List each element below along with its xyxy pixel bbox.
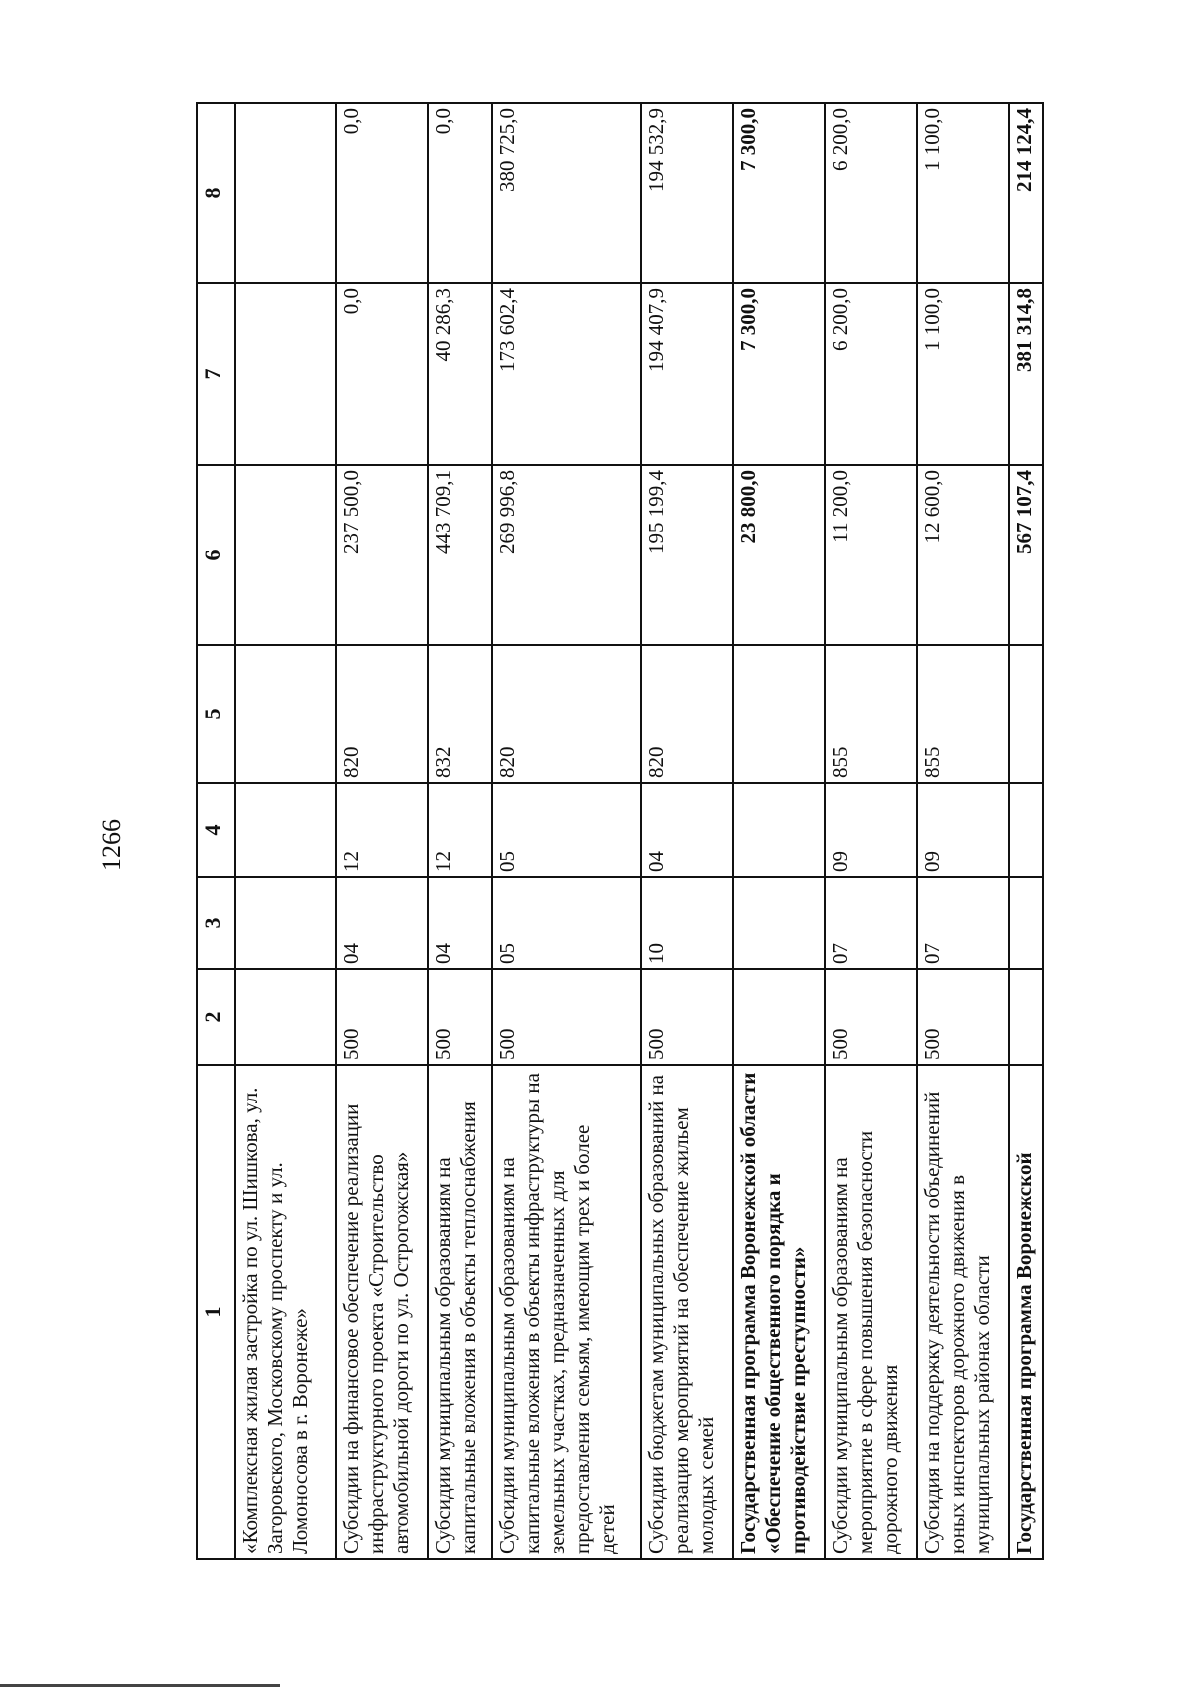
cell-col-2 xyxy=(733,969,825,1065)
cell-col-3: 04 xyxy=(336,877,428,969)
cell-col-3: 05 xyxy=(492,877,641,969)
cell-col-6: 195 199,4 xyxy=(641,465,733,645)
cell-col-4: 04 xyxy=(641,783,733,877)
cell-col-8: 194 532,9 xyxy=(641,103,733,283)
cell-col-2: 500 xyxy=(428,969,492,1065)
header-col-8: 8 xyxy=(197,103,235,283)
cell-col-7: 7 300,0 xyxy=(733,283,825,465)
cell-col-4: 12 xyxy=(428,783,492,877)
row-name: Субсидии муниципальным образованиям на капитальные вложения в объекты инфраструктуры на земельных участках, предназначенных для предоставления семьям, имеющим трех и более детей xyxy=(492,1065,641,1559)
cell-col-5: 820 xyxy=(336,645,428,783)
cell-col-7 xyxy=(235,283,336,465)
cell-col-3 xyxy=(235,877,336,969)
table-row xyxy=(825,103,917,1559)
row-name: Субсидии муниципальным образованиям на капитальные вложения в объекты теплоснабжения xyxy=(428,1065,492,1559)
cell-col-7: 6 200,0 xyxy=(825,283,917,465)
cell-col-7: 173 602,4 xyxy=(492,283,641,465)
cell-col-4: 09 xyxy=(917,783,1009,877)
cell-col-6: 23 800,0 xyxy=(733,465,825,645)
cell-col-3: 10 xyxy=(641,877,733,969)
row-name: Государственная программа Воронежской области «Обеспечение общественного порядка и противодействие преступности» xyxy=(733,1065,825,1559)
cell-col-8: 7 300,0 xyxy=(733,103,825,283)
budget-table xyxy=(196,102,1044,1560)
row-name: Субсидии на финансовое обеспечение реализации инфраструктурного проекта «Строительство автомобильной дороги по ул. Острогожская» xyxy=(336,1065,428,1559)
cell-col-4: 09 xyxy=(825,783,917,877)
page-number: 1266 xyxy=(97,819,126,871)
cell-col-8: 0,0 xyxy=(428,103,492,283)
cell-col-7: 381 314,8 xyxy=(1009,283,1043,465)
cell-col-6: 269 996,8 xyxy=(492,465,641,645)
cell-col-6: 12 600,0 xyxy=(917,465,1009,645)
cell-col-8: 0,0 xyxy=(336,103,428,283)
cell-col-3 xyxy=(733,877,825,969)
cell-col-5 xyxy=(733,645,825,783)
cell-col-8: 6 200,0 xyxy=(825,103,917,283)
table-row xyxy=(641,103,733,1559)
cell-col-2 xyxy=(1009,969,1043,1065)
cell-col-7: 1 100,0 xyxy=(917,283,1009,465)
cell-col-6: 11 200,0 xyxy=(825,465,917,645)
header-col-1: 1 xyxy=(197,1065,235,1559)
cell-col-5 xyxy=(1009,645,1043,783)
row-name: Субсидия на поддержку деятельности объединений юных инспекторов дорожного движения в муниципальных районах области xyxy=(917,1065,1009,1559)
cell-col-2: 500 xyxy=(917,969,1009,1065)
cell-col-7: 194 407,9 xyxy=(641,283,733,465)
cell-col-6 xyxy=(235,465,336,645)
cell-col-3: 07 xyxy=(917,877,1009,969)
cell-col-2: 500 xyxy=(492,969,641,1065)
header-col-5: 5 xyxy=(197,645,235,783)
cell-col-4 xyxy=(235,783,336,877)
header-col-2: 2 xyxy=(197,969,235,1065)
cell-col-7: 40 286,3 xyxy=(428,283,492,465)
header-col-6: 6 xyxy=(197,465,235,645)
cell-col-4: 12 xyxy=(336,783,428,877)
header-col-4: 4 xyxy=(197,783,235,877)
cell-col-4 xyxy=(1009,783,1043,877)
cell-col-8: 1 100,0 xyxy=(917,103,1009,283)
cell-col-2: 500 xyxy=(825,969,917,1065)
table-row xyxy=(733,103,825,1559)
cell-col-5: 855 xyxy=(825,645,917,783)
table-row xyxy=(235,103,336,1559)
header-row xyxy=(197,103,235,1559)
cell-col-2 xyxy=(235,969,336,1065)
row-name: Субсидии бюджетам муниципальных образований на реализацию мероприятий на обеспечение жильем молодых семей xyxy=(641,1065,733,1559)
scan-edge-line xyxy=(0,1684,280,1687)
cell-col-2: 500 xyxy=(641,969,733,1065)
cell-col-5: 832 xyxy=(428,645,492,783)
table-row xyxy=(428,103,492,1559)
cell-col-5: 820 xyxy=(641,645,733,783)
cell-col-7: 0,0 xyxy=(336,283,428,465)
row-name: Субсидии муниципальным образованиям на мероприятие в сфере повышения безопасности дорожного движения xyxy=(825,1065,917,1559)
cell-col-8 xyxy=(235,103,336,283)
row-name: Государственная программа Воронежской xyxy=(1009,1065,1043,1559)
cell-col-5: 820 xyxy=(492,645,641,783)
table-row xyxy=(917,103,1009,1559)
cell-col-3 xyxy=(1009,877,1043,969)
rotated-table-page xyxy=(196,104,1095,1560)
cell-col-4: 05 xyxy=(492,783,641,877)
cell-col-8: 214 124,4 xyxy=(1009,103,1043,283)
cell-col-5: 855 xyxy=(917,645,1009,783)
cell-col-3: 07 xyxy=(825,877,917,969)
header-col-3: 3 xyxy=(197,877,235,969)
cell-col-5 xyxy=(235,645,336,783)
row-name: «Комплексная жилая застройка по ул. Шишкова, ул. Загоровского, Московскому проспекту и ул. Ломоносова в г. Воронеже» xyxy=(235,1065,336,1559)
table-row xyxy=(1009,103,1043,1559)
cell-col-6: 567 107,4 xyxy=(1009,465,1043,645)
table-row xyxy=(336,103,428,1559)
cell-col-6: 443 709,1 xyxy=(428,465,492,645)
cell-col-2: 500 xyxy=(336,969,428,1065)
cell-col-6: 237 500,0 xyxy=(336,465,428,645)
table-row xyxy=(492,103,641,1559)
cell-col-3: 04 xyxy=(428,877,492,969)
header-col-7: 7 xyxy=(197,283,235,465)
cell-col-4 xyxy=(733,783,825,877)
cell-col-8: 380 725,0 xyxy=(492,103,641,283)
